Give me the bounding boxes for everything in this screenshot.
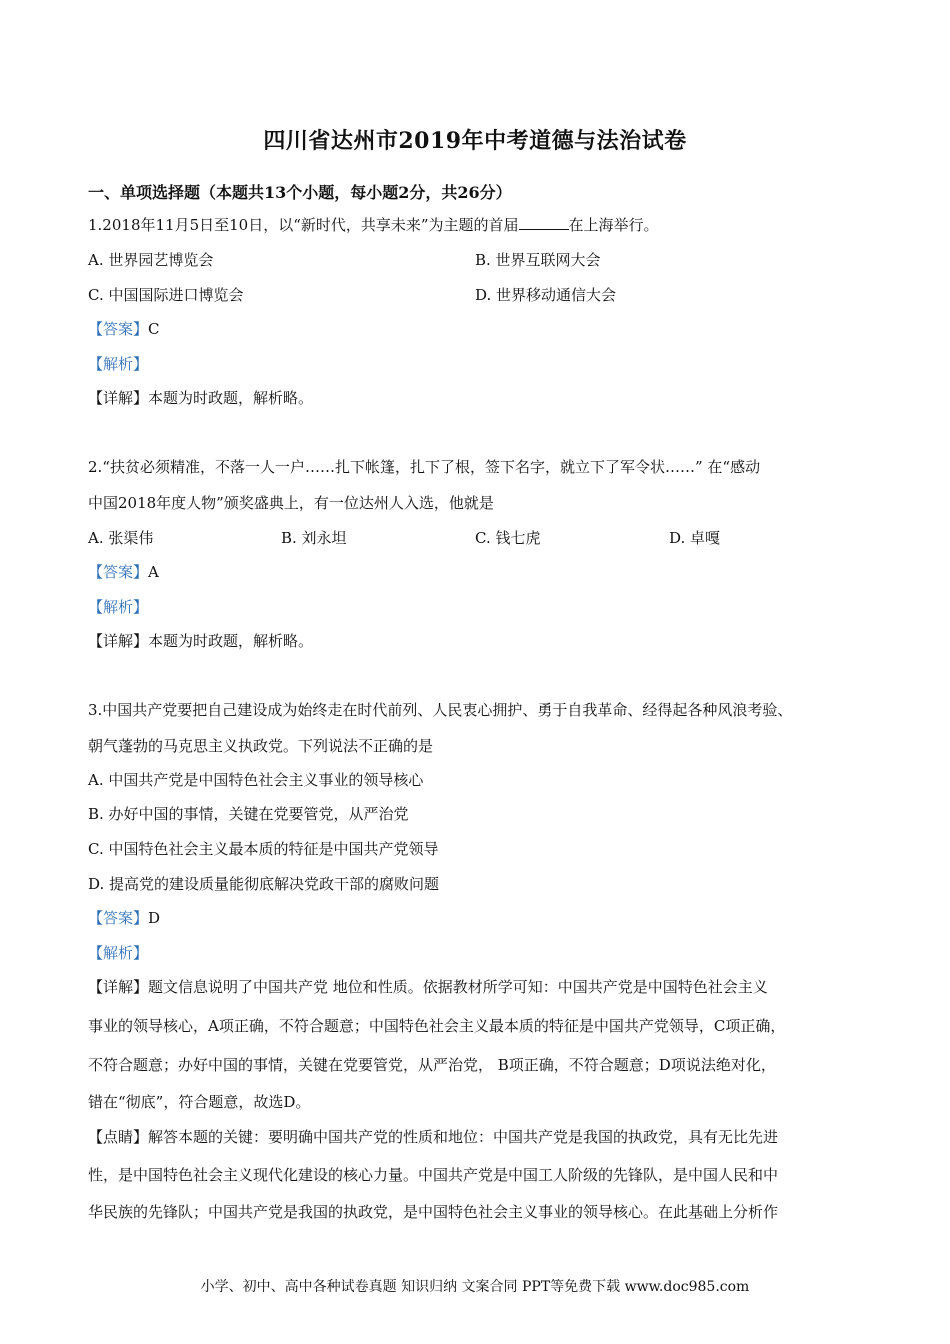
page-title: 四川省达州市2019年中考道德与法治试卷: [263, 128, 687, 154]
q2-answer-value: A: [148, 563, 159, 581]
q1-option-c: C. 中国国际进口博览会: [88, 286, 244, 304]
q3-detail-line: 错在“彻底”，符合题意，故选D。: [88, 1093, 311, 1111]
q1-blank: [519, 215, 569, 230]
q3-option-c: C. 中国特色社会主义最本质的特征是中国共产党领导: [88, 840, 439, 858]
q1-option-a: A. 世界园艺博览会: [88, 251, 214, 269]
page-footer: 小学、初中、高中各种试卷真题 知识归纳 文案合同 PPT等免费下载 www.doc985.com: [200, 1279, 750, 1295]
q1-detail-text: 本题为时政题，解析略。: [148, 389, 314, 407]
q1-answer-value: C: [148, 320, 160, 338]
q2-stem-line1: 2.“扶贫必须精准，不落一人一户……扎下帐篷，扎下了根，签下名字，就立下了军令状……” 在“感动: [88, 458, 761, 476]
q3-stem-line2: 朝气蓬勃的马克思主义执政党。下列说法不正确的是: [88, 737, 434, 755]
q2-option-d: D. 卓嘎: [669, 529, 721, 547]
q1-option-d: D. 世界移动通信大会: [475, 286, 617, 304]
q3-point-line: 华民族的先锋队；中国共产党是我国的执政党，是中国特色社会主义事业的领导核心。在此基础上分析作: [88, 1203, 779, 1221]
q3-detail-line: 事业的领导核心，A项正确，不符合题意；中国特色社会主义最本质的特征是中国共产党领导，C项正确，: [88, 1017, 786, 1035]
q1-stem-b: 在上海举行。: [568, 216, 659, 234]
q3-answer-tag: 【答案】: [88, 909, 149, 927]
q3-option-b: B. 办好中国的事情，关键在党要管党，从严治党: [88, 805, 409, 823]
q1-answer-tag: 【答案】: [88, 320, 149, 338]
q3-option-d: D. 提高党的建设质量能彻底解决党政干部的腐败问题: [88, 875, 440, 893]
q3-detail-text: 题文信息说明了中国共产党 地位和性质。依据教材所学可知：中国共产党是中国特色社会主义: [148, 978, 768, 996]
q2-stem-line2: 中国2018年度人物”颁奖盛典上，有一位达州人入选，他就是: [88, 494, 494, 512]
q3-stem-line1: 3.中国共产党要把自己建设成为始终走在时代前列、人民衷心拥护、勇于自我革命、经得起各种风浪考验、: [88, 701, 793, 719]
q3-point-tag: 【点睛】: [88, 1128, 149, 1146]
q2-analysis-tag: 【解析】: [88, 598, 149, 616]
q3-analysis-tag: 【解析】: [88, 944, 149, 962]
q2-answer: [88, 561, 159, 582]
q2-detail-tag: 【详解】: [88, 632, 149, 650]
q1-stem: [88, 214, 659, 235]
q2-answer-tag: 【答案】: [88, 563, 149, 581]
q1-detail-tag: 【详解】: [88, 389, 149, 407]
q3-point-line: 性，是中国特色社会主义现代化建设的核心力量。中国共产党是中国工人阶级的先锋队，是中国人民和中: [88, 1166, 779, 1184]
section-heading: 一、单项选择题（本题共13个小题，每小题2分，共26分）: [88, 183, 512, 202]
q3-detail-line: [88, 976, 768, 997]
q1-stem-a: 1.2018年11月5日至10日，以“新时代，共享未来”为主题的首届: [88, 216, 519, 234]
q1-answer: [88, 318, 160, 339]
q3-answer: [88, 907, 160, 928]
q3-detail-line: 不符合题意；办好中国的事情，关键在党要管党，从严治党， B项正确，不符合题意；D项说法绝对化，: [88, 1056, 776, 1074]
q1-analysis-tag: 【解析】: [88, 355, 149, 373]
q3-answer-value: D: [148, 909, 161, 927]
q1-detail: [88, 387, 313, 408]
q2-option-c: C. 钱七虎: [475, 529, 541, 547]
q2-option-a: A. 张渠伟: [88, 529, 154, 547]
q3-point-line: [88, 1126, 778, 1147]
q3-point-text: 解答本题的关键：要明确中国共产党的性质和地位：中国共产党是我国的执政党，具有无比先进: [148, 1128, 779, 1146]
q2-detail: [88, 630, 313, 651]
q3-option-a: A. 中国共产党是中国特色社会主义事业的领导核心: [88, 771, 424, 789]
q2-detail-text: 本题为时政题，解析略。: [148, 632, 314, 650]
q3-detail-tag: 【详解】: [88, 978, 149, 996]
q2-option-b: B. 刘永坦: [281, 529, 347, 547]
q1-option-b: B. 世界互联网大会: [475, 251, 601, 269]
